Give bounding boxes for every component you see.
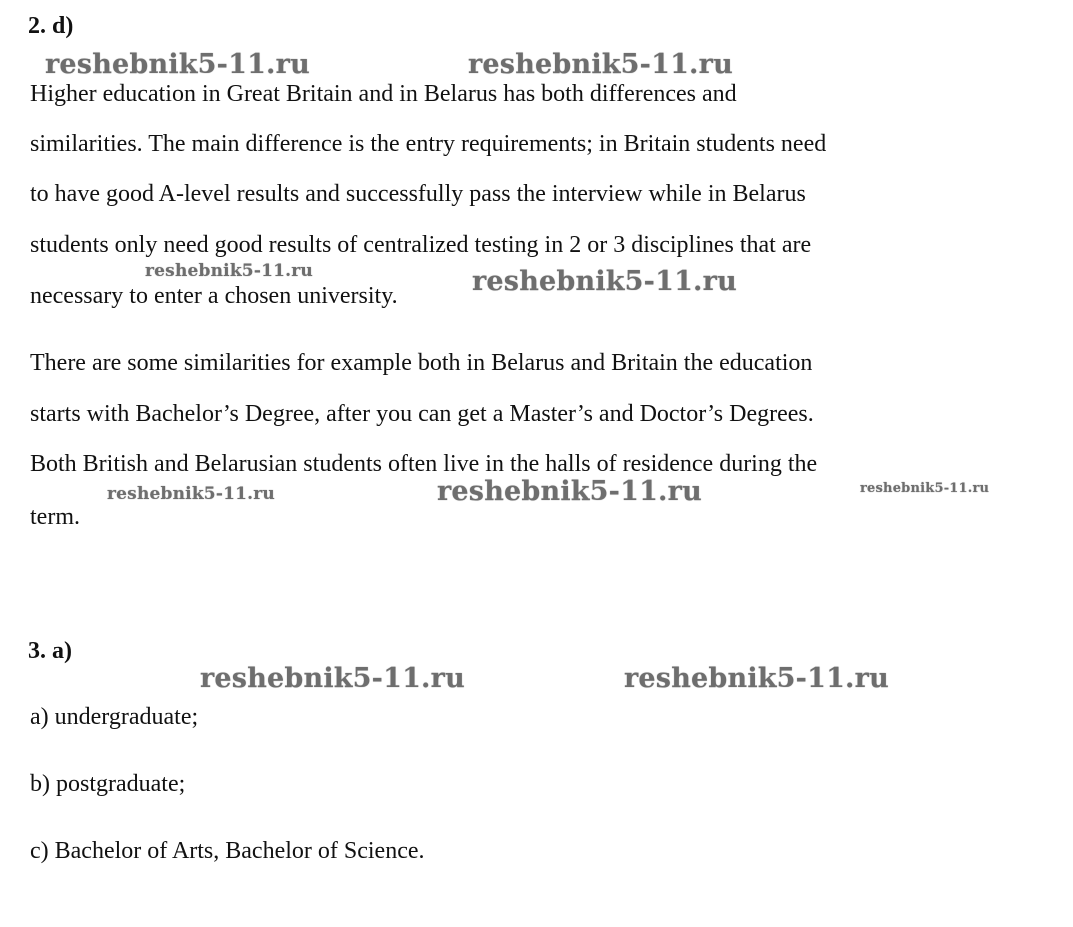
watermark-logo: reshebnik5-11.ru	[145, 261, 313, 281]
paragraph-2-line: Both British and Belarusian students often live in the halls of residence during the	[30, 451, 818, 477]
paragraph-2-line: starts with Bachelor’s Degree, after you can get a Master’s and Doctor’s Degrees.	[30, 401, 814, 427]
answer-item: b) postgraduate;	[30, 771, 186, 797]
watermark-logo: reshebnik5-11.ru	[45, 49, 310, 80]
watermark-logo: reshebnik5-11.ru	[437, 476, 702, 507]
watermark-logo: reshebnik5-11.ru	[468, 49, 733, 80]
paragraph-1-line: students only need good results of centralized testing in 2 or 3 disciplines that are	[30, 232, 812, 258]
section-2-heading: 2. d)	[28, 13, 74, 39]
answer-item: a) undergraduate;	[30, 704, 199, 730]
paragraph-2-line: There are some similarities for example both in Belarus and Britain the education	[30, 350, 813, 376]
paragraph-2-line: term.	[30, 504, 80, 530]
section-3-heading: 3. a)	[28, 638, 72, 664]
paragraph-1-line: Higher education in Great Britain and in Belarus has both differences and	[30, 81, 737, 107]
watermark-logo: reshebnik5-11.ru	[107, 484, 275, 504]
watermark-logo: reshebnik5-11.ru	[624, 663, 889, 694]
paragraph-1-line: similarities. The main difference is the entry requirements; in Britain students need	[30, 131, 827, 157]
watermark-logo: reshebnik5-11.ru	[200, 663, 465, 694]
watermark-logo: reshebnik5-11.ru	[860, 481, 990, 496]
answer-item: c) Bachelor of Arts, Bachelor of Science.	[30, 838, 425, 864]
paragraph-1-line: necessary to enter a chosen university.	[30, 283, 398, 309]
paragraph-1-line: to have good A-level results and successfully pass the interview while in Belarus	[30, 181, 806, 207]
watermark-logo: reshebnik5-11.ru	[472, 266, 737, 297]
